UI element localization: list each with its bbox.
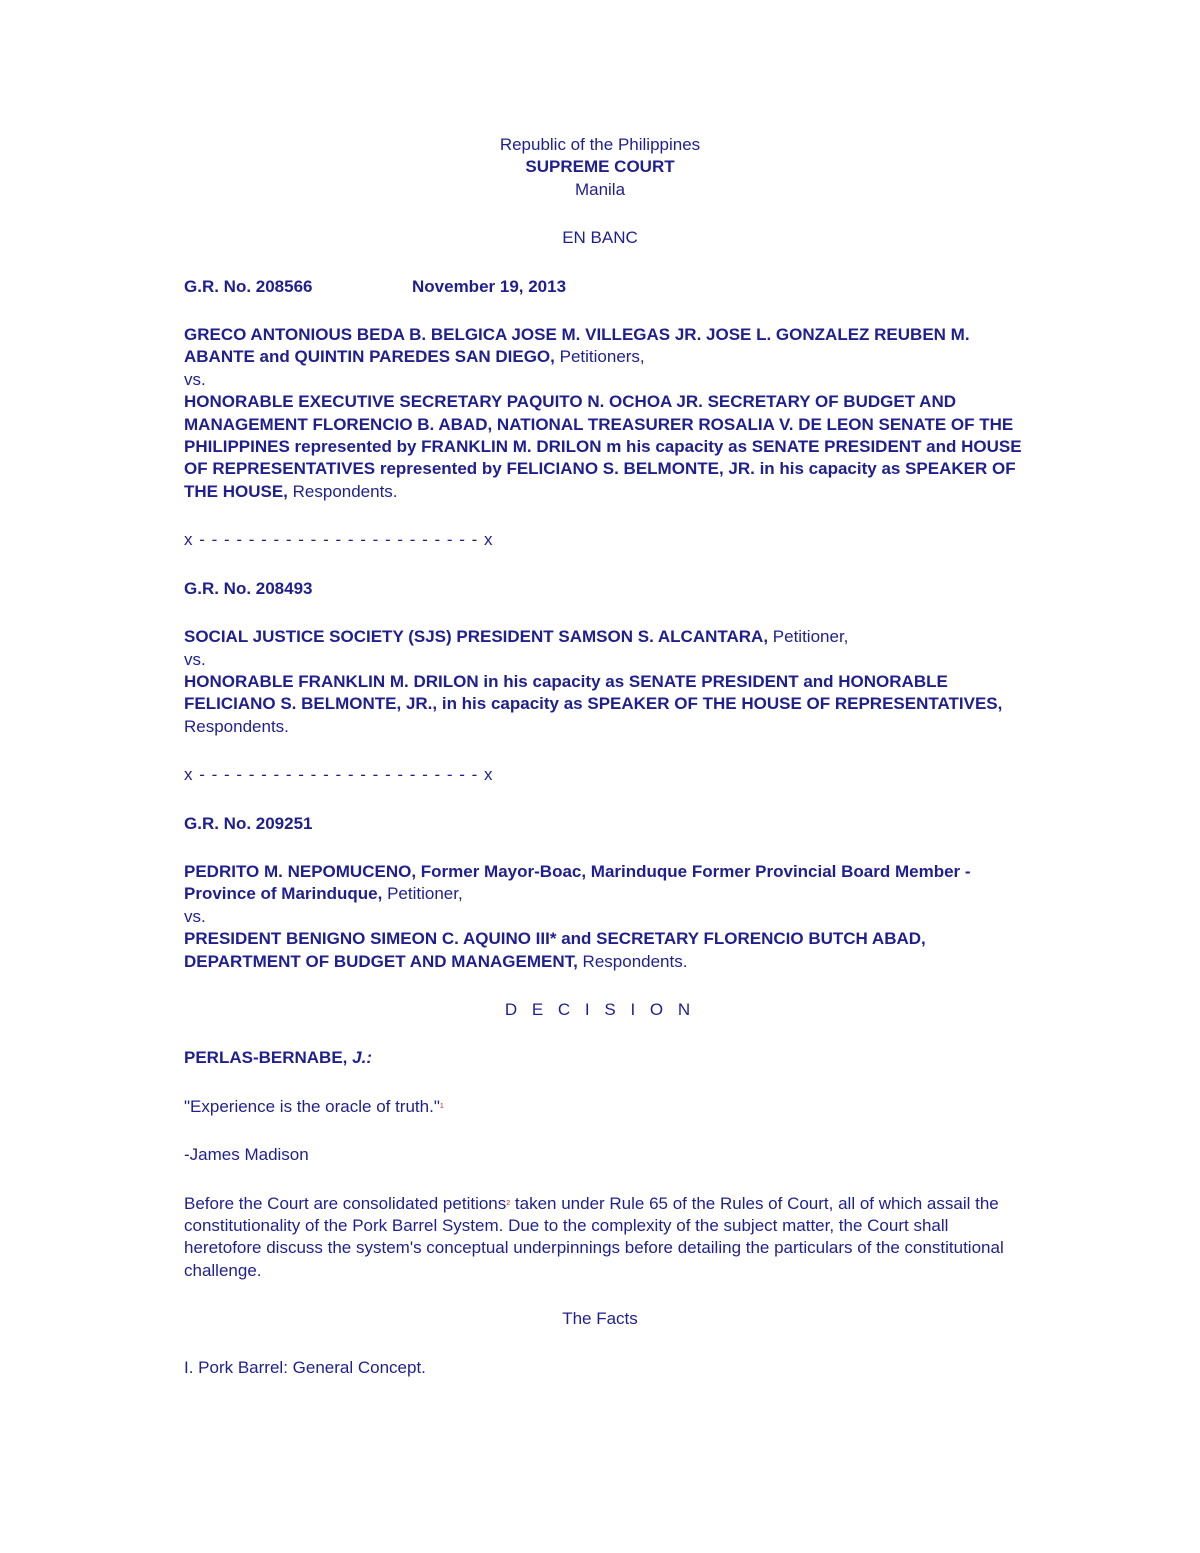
case3-petitioners-role: Petitioner, [382, 884, 463, 904]
case1-petitioners-role: Petitioners, [554, 347, 645, 367]
decision-heading: D E C I S I O N [504, 999, 696, 1019]
case1-respondents-role: Respondents. [287, 481, 398, 501]
case1-petitioners-block [184, 324, 1024, 369]
case2-vs: vs. [184, 649, 206, 669]
case2-respondents: HONORABLE FRANKLIN M. DRILON in his capacity as SENATE PRESIDENT and HONORABLE FELICIANO S. BELMONTE, JR., in his capacity as SPEAKER OF THE HOUSE OF REPRESENTATIVES, [184, 671, 1003, 714]
case3-respondents-role: Respondents. [577, 951, 688, 971]
case-separator-1: x - - - - - - - - - - - - - - - - - - - - - - - x [184, 530, 494, 550]
case3-respondents: PRESIDENT BENIGNO SIMEON C. AQUINO III* and SECRETARY FLORENCIO BUTCH ABAD, DEPARTMENT OF BUDGET AND MANAGEMENT, [184, 929, 926, 971]
section-1-heading: I. Pork Barrel: General Concept. [184, 1357, 426, 1377]
case3-petitioners: PEDRITO M. NEPOMUCENO, Former Mayor-Boac, Marinduque Former Provincial Board Member -Province of Marinduque, [184, 861, 971, 904]
intro-before: Before the Court are consolidated petitions [184, 1193, 507, 1213]
header-court: SUPREME COURT [525, 157, 675, 177]
case1-heading [184, 276, 1024, 298]
ponente [184, 1047, 1024, 1069]
intro-paragraph [184, 1193, 1024, 1283]
case2-petitioners: SOCIAL JUSTICE SOCIETY (SJS) PRESIDENT SAMSON S. ALCANTARA, [184, 627, 769, 647]
case1-gr-no: G.R. No. 208566 [184, 276, 313, 296]
case1-vs: vs. [184, 369, 206, 389]
case2-petitioners-block [184, 626, 1024, 648]
case2-respondents-block [184, 671, 1024, 738]
header-division: EN BANC [562, 228, 638, 248]
case2-petitioners-role: Petitioner, [768, 627, 849, 647]
ponente-title: J.: [352, 1048, 372, 1068]
case3-gr-no: G.R. No. 209251 [184, 813, 313, 833]
case1-respondents: HONORABLE EXECUTIVE SECRETARY PAQUITO N. OCHOA JR. SECRETARY OF BUDGET AND MANAGEMENT FLORENCIO B. ABAD, NATIONAL TREASURER ROSALIA V. DE LEON SENATE OF THE PHILIPPINES represented by FRANKLIN M. DRILON m his capacity as SENATE PRESIDENT and HOUSE OF REPRESENTATIVES represented by FELICIANO S. BELMONTE, JR. in his capacity as SPEAKER OF THE HOUSE, [184, 392, 1022, 501]
epigraph-author: -James Madison [184, 1145, 309, 1165]
case2-respondents-role: Respondents. [184, 716, 289, 736]
case1-petitioners: GRECO ANTONIOUS BEDA B. BELGICA JOSE M. VILLEGAS JR. JOSE L. GONZALEZ REUBEN M. ABANTE and QUINTIN PAREDES SAN DIEGO, [184, 325, 970, 367]
document-body [184, 134, 1024, 1379]
case3-vs: vs. [184, 906, 206, 926]
case-separator-2: x - - - - - - - - - - - - - - - - - - - - - - - x [184, 765, 494, 785]
header-country: Republic of the Philippines [499, 135, 701, 154]
facts-heading: The Facts [562, 1309, 638, 1329]
header-city: Manila [574, 179, 626, 199]
case3-respondents-block [184, 928, 1024, 973]
case1-respondents-block [184, 391, 1024, 503]
case3-petitioners-block [184, 861, 1024, 906]
footnote-ref-1[interactable]: 1 [439, 1102, 444, 1110]
intro-after: taken under Rule 65 of the Rules of Court, all of which assail the constitutionality of the Pork Barrel System. Due to the complexity of the subject matter, the Court shall heretofore discuss the system's conceptual underpinnings before detailing the particulars of the constitutional challenge. [184, 1193, 1004, 1280]
footnote-ref-2[interactable]: 2 [506, 1199, 511, 1207]
case2-gr-no: G.R. No. 208493 [184, 578, 313, 598]
case1-date: November 19, 2013 [412, 276, 567, 296]
epigraph-quote-line [184, 1096, 1024, 1118]
epigraph-quote: "Experience is the oracle of truth." [184, 1096, 440, 1116]
ponente-name: PERLAS-BERNABE, [184, 1048, 348, 1068]
